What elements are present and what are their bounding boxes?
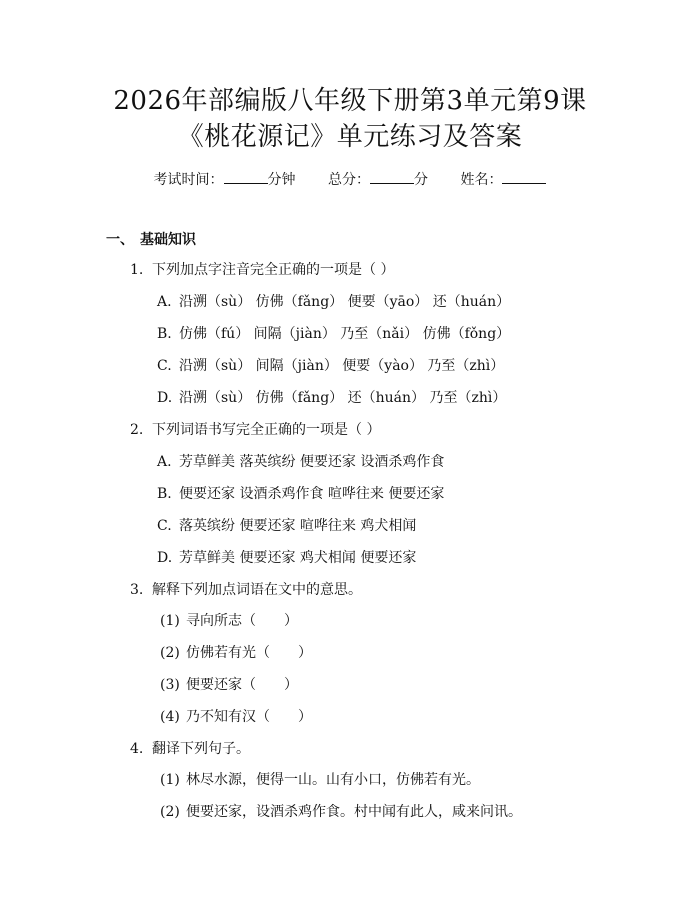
question-text: 翻译下列句子。 bbox=[152, 741, 250, 757]
exam-time-field bbox=[154, 169, 296, 190]
item-text: 乃不知有汉（ ） bbox=[186, 709, 312, 725]
option-text: 便要还家 设酒杀鸡作食 喧哗往来 便要还家 bbox=[179, 486, 445, 502]
question-2 bbox=[130, 420, 380, 440]
option-label: C. bbox=[157, 358, 172, 374]
question-text: 下列词语书写完全正确的一项是（ ） bbox=[152, 422, 381, 438]
option-text: 芳草鲜美 便要还家 鸡犬相闻 便要还家 bbox=[179, 550, 417, 566]
q3-item-2 bbox=[160, 643, 312, 663]
student-name-blank[interactable] bbox=[502, 169, 546, 184]
document-title-line-2: 《桃花源记》单元练习及答案 bbox=[177, 122, 523, 152]
exam-time-unit: 分钟 bbox=[267, 172, 296, 188]
q2-option-d[interactable] bbox=[157, 548, 416, 568]
student-name-field bbox=[460, 169, 546, 190]
item-label: (1) bbox=[160, 613, 180, 629]
q2-option-a[interactable] bbox=[157, 452, 444, 472]
q3-item-1 bbox=[160, 611, 298, 631]
total-score-label: 总分： bbox=[328, 172, 370, 188]
option-label: A. bbox=[157, 454, 172, 470]
total-score-unit: 分 bbox=[414, 172, 428, 188]
question-text: 解释下列加点词语在文中的意思。 bbox=[152, 582, 362, 598]
question-number: 1. bbox=[130, 262, 144, 278]
question-number: 3. bbox=[130, 582, 144, 598]
section-number: 一、 bbox=[106, 232, 134, 248]
option-text: 落英缤纷 便要还家 喧哗往来 鸡犬相闻 bbox=[179, 518, 417, 534]
question-1 bbox=[130, 260, 394, 280]
item-text: 便要还家，设酒杀鸡作食。村中闻有此人，咸来问讯。 bbox=[186, 804, 522, 820]
q4-item-1 bbox=[160, 770, 480, 790]
item-text: 仿佛若有光（ ） bbox=[186, 645, 312, 661]
q3-item-3 bbox=[160, 675, 298, 695]
item-label: (4) bbox=[160, 709, 180, 725]
question-3 bbox=[130, 580, 362, 600]
exam-meta-line bbox=[0, 169, 700, 190]
option-label: A. bbox=[157, 294, 172, 310]
option-text: 仿佛（fú） 间隔（jiàn） 乃至（nǎi） 仿佛（fǒng） bbox=[179, 326, 511, 342]
q1-option-c[interactable] bbox=[157, 356, 504, 376]
q4-item-2 bbox=[160, 802, 522, 822]
option-label: D. bbox=[157, 550, 173, 566]
option-label: B. bbox=[157, 326, 172, 342]
question-number: 2. bbox=[130, 422, 144, 438]
option-label: D. bbox=[157, 390, 173, 406]
exam-time-label: 考试时间： bbox=[153, 172, 224, 188]
option-label: C. bbox=[157, 518, 172, 534]
item-label: (2) bbox=[160, 645, 180, 661]
q1-option-a[interactable] bbox=[157, 292, 510, 312]
question-4 bbox=[130, 739, 250, 759]
q1-option-d[interactable] bbox=[157, 388, 506, 408]
section-title: 基础知识 bbox=[140, 232, 196, 248]
option-label: B. bbox=[157, 486, 172, 502]
total-score-blank[interactable] bbox=[370, 169, 414, 184]
student-name-label: 姓名： bbox=[460, 172, 503, 188]
q2-option-b[interactable] bbox=[157, 484, 444, 504]
q1-option-b[interactable] bbox=[157, 324, 510, 344]
item-label: (1) bbox=[160, 772, 180, 788]
item-text: 寻向所志（ ） bbox=[186, 613, 298, 629]
question-text: 下列加点字注音完全正确的一项是（ ） bbox=[152, 262, 395, 278]
q3-item-4 bbox=[160, 707, 312, 727]
exam-time-blank[interactable] bbox=[224, 169, 268, 184]
item-label: (2) bbox=[160, 804, 180, 820]
item-text: 便要还家（ ） bbox=[186, 677, 298, 693]
option-text: 沿溯（sù） 仿佛（fǎng） 还（huán） 乃至（zhì） bbox=[179, 390, 507, 406]
option-text: 芳草鲜美 落英缤纷 便要还家 设酒杀鸡作食 bbox=[179, 454, 445, 470]
option-text: 沿溯（sù） 间隔（jiàn） 便要（yào） 乃至（zhì） bbox=[179, 358, 505, 374]
question-number: 4. bbox=[130, 741, 144, 757]
section-heading-basic-knowledge bbox=[106, 230, 196, 250]
item-text: 林尽水源，便得一山。山有小口，仿佛若有光。 bbox=[186, 772, 480, 788]
q2-option-c[interactable] bbox=[157, 516, 416, 536]
total-score-field bbox=[328, 169, 428, 190]
option-text: 沿溯（sù） 仿佛（fǎng） 便要（yāo） 还（huán） bbox=[179, 294, 511, 310]
document-title-line-1: 2026年部编版八年级下册第3单元第9课 bbox=[113, 86, 587, 116]
item-label: (3) bbox=[160, 677, 180, 693]
